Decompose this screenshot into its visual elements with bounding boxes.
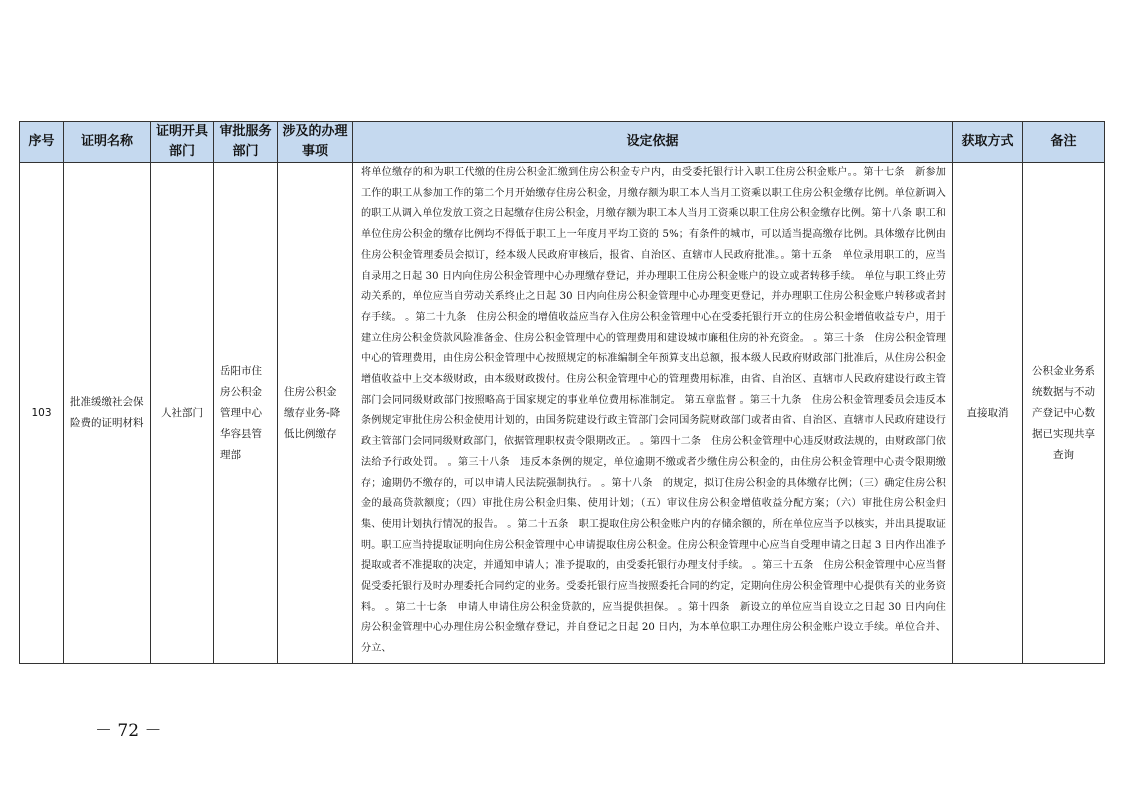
table-header: [20, 122, 1105, 163]
table-body: [20, 163, 1105, 664]
cell-method: 直接取消: [953, 163, 1023, 664]
header-row: [20, 122, 1105, 163]
cell-issuer: 人社部门: [151, 163, 214, 664]
page-number: － 72 －: [95, 721, 162, 741]
header-matter: 涉及的办理事项: [278, 122, 353, 163]
cell-name: 批准缓缴社会保险费的证明材料: [64, 163, 151, 664]
table-row: [20, 163, 1105, 664]
header-name: 证明名称: [64, 122, 151, 163]
header-method: 获取方式: [953, 122, 1023, 163]
cell-approver: 岳阳市住房公积金管理中心华容县管理部: [214, 163, 278, 664]
header-basis: 设定依据: [353, 122, 953, 163]
cell-remark: 公积金业务系统数据与不动产登记中心数据已实现共享查询: [1023, 163, 1105, 664]
cell-basis: [353, 163, 953, 664]
basis-text: 将单位缴存的和为职工代缴的住房公积金汇缴到住房公积金专户内，由受委托银行计入职工住房公积金账户。。第十七条 新参加工作的职工从参加工作的第二个月开始缴存住房公积金，月缴存额为职工本人当月工资乘以职工住房公积金缴存比例。单位新调入的职工从调入单位发放工资之日起缴存住房公积金，月缴存额为职工本人当月工资乘以职工住房公积金缴存比例。第十八条 职工和单位住房公积金的缴存比例均不得低于职工上一年度月平均工资的 5%；有条件的城市，可以适当提高缴存比例。具体缴存比例由住房公积金管理委员会拟订，经本级人民政府审核后，报省、自治区、直辖市人民政府批准。。第十五条 单位录用职工的，应当自录用之日起 30 日内向住房公积金管理中心办理缴存登记，并办理职工住房公积金账户的设立或者转移手续。 单位与职工终止劳动关系的，单位应当自劳动关系终止之日起 30 日内向住房公积金管理中心办理变更登记，并办理职工住房公积金账户转移或者封存手续。 。第二十九条 住房公积金的增值收益应当存入住房公积金管理中心在受委托银行开立的住房公积金增值收益专户，用于建立住房公积金贷款风险准备金、住房公积金管理中心的管理费用和建设城市廉租住房的补充资金。 。第三十条 住房公积金管理中心的管理费用，由住房公积金管理中心按照规定的标准编制全年预算支出总额，报本级人民政府财政部门批准后，从住房公积金增值收益中上交本级财政，由本级财政拨付。住房公积金管理中心的管理费用标准，由省、自治区、直辖市人民政府建设行政主管部门会同同级财政部门按照略高于国家规定的事业单位费用标准制定。 第五章监督 。第三十九条 住房公积金管理委员会违反本条例规定审批住房公积金使用计划的，由国务院建设行政主管部门会同国务院财政部门或者由省、自治区、直辖市人民政府建设行政主管部门会同同级财政部门，依据管理职权责令限期改正。 。第四十二条 住房公积金管理中心违反财政法规的，由财政部门依法给予行政处罚。 。第三十八条 违反本条例的规定，单位逾期不缴或者少缴住房公积金的，由住房公积金管理中心责令限期缴存；逾期仍不缴存的，可以申请人民法院强制执行。 。第十八条 的规定，拟订住房公积金的具体缴存比例；（三）确定住房公积金的最高贷款额度；（四）审批住房公积金归集、使用计划；（五）审议住房公积金增值收益分配方案；（六）审批住房公积金归集、使用计划执行情况的报告。 。第二十五条 职工提取住房公积金账户内的存储余额的，所在单位应当予以核实，并出具提取证明。职工应当持提取证明向住房公积金管理中心申请提取住房公积金。住房公积金管理中心应当自受理申请之日起 3 日内作出准予提取或者不准提取的决定，并通知申请人；准予提取的，由受委托银行办理支付手续。 。第三十五条 住房公积金管理中心应当督促受委托银行及时办理委托合同约定的业务。受委托银行应当按照委托合同的约定，定期向住房公积金管理中心提供有关的业务资料。 。第二十七条 申请人申请住房公积金贷款的，应当提供担保。 。第十四条 新设立的单位应当自设立之日起 30 日内向住房公积金管理中心办理住房公积金缴存登记，并自登记之日起 20 日内，为本单位职工办理住房公积金账户设立手续。单位合并、分立、: [361, 167, 946, 655]
header-remark: 备注: [1023, 122, 1105, 163]
header-seq: 序号: [20, 122, 64, 163]
header-issuer: 证明开具部门: [151, 122, 214, 163]
cell-matter: 住房公积金缴存业务-降低比例缴存: [278, 163, 353, 664]
header-approver: 审批服务部门: [214, 122, 278, 163]
cell-seq: 103: [20, 163, 64, 664]
certificate-table: [19, 121, 1105, 664]
certificate-table-container: [19, 121, 1104, 664]
